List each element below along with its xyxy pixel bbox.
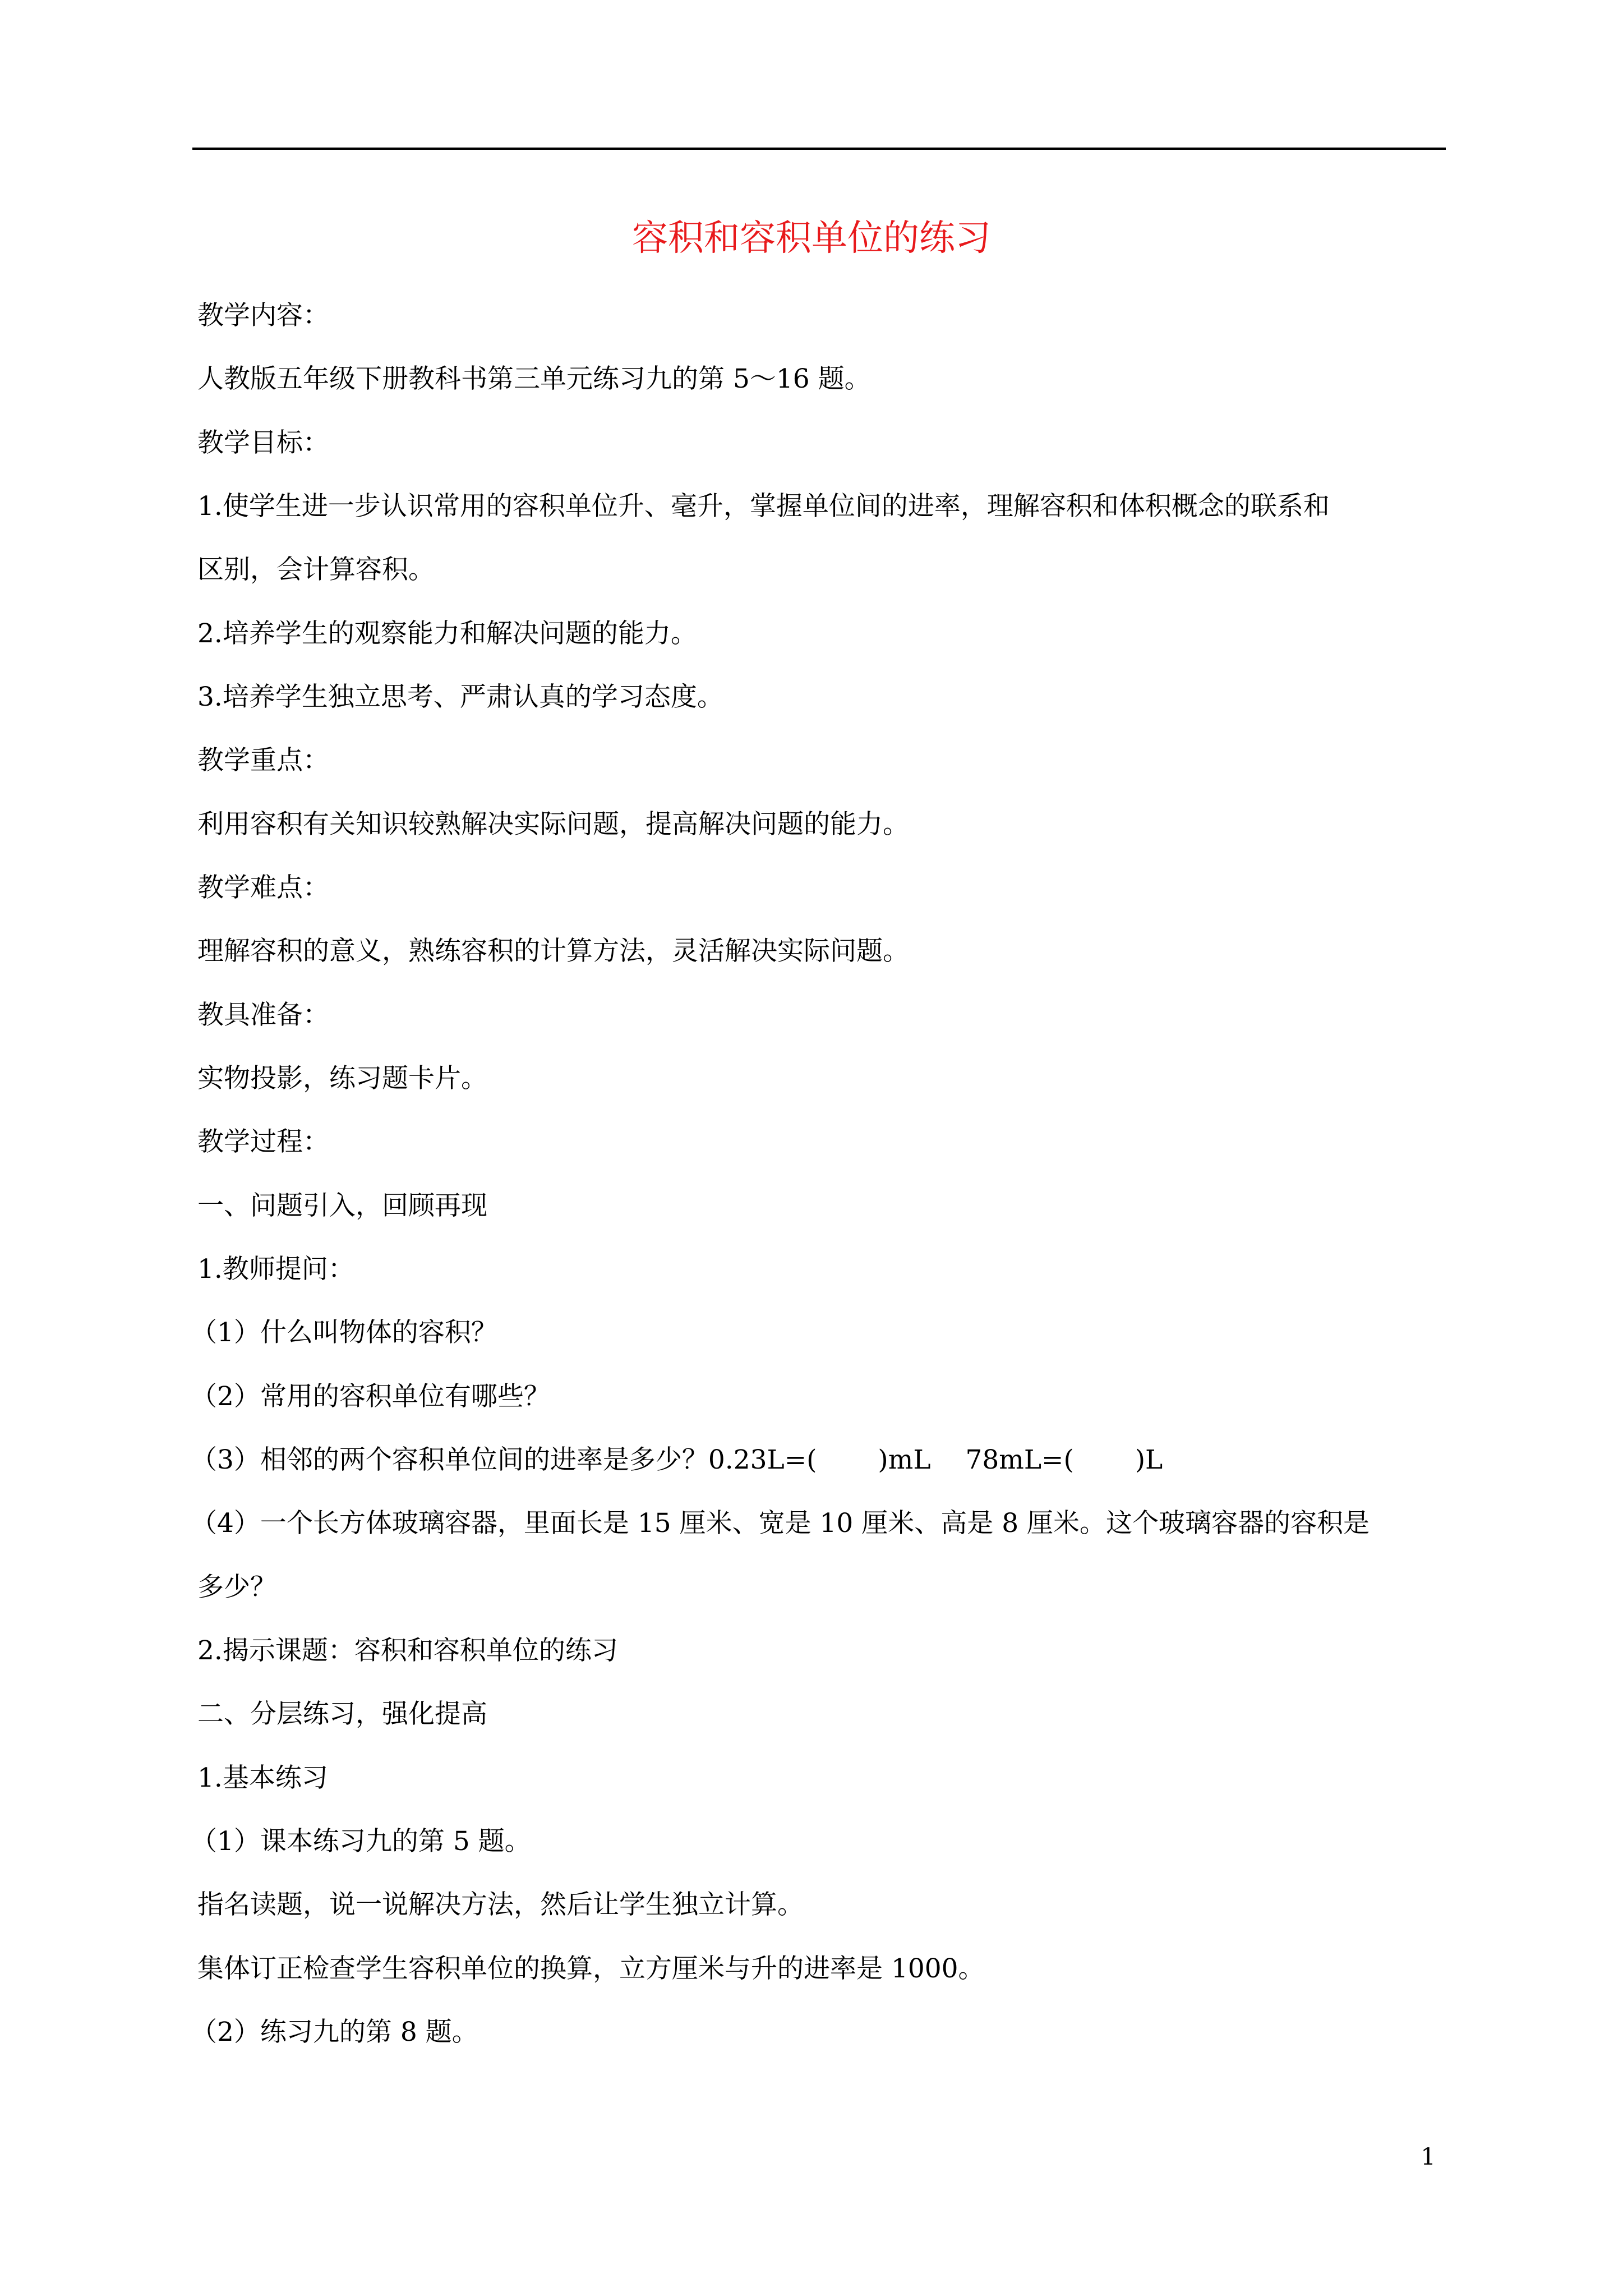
text-line: 教学内容： xyxy=(197,300,329,331)
text-line: 教具准备： xyxy=(197,1000,329,1030)
text-line: 一、问题引入，回顾再现 xyxy=(197,1190,487,1221)
text-line: （1）什么叫物体的容积？ xyxy=(191,1317,497,1348)
page-number: 1 xyxy=(1421,2143,1436,2170)
text-line: 理解容积的意义，熟练容积的计算方法，灵活解决实际问题。 xyxy=(197,936,909,967)
text-line: 1.基本练习 xyxy=(197,1763,328,1793)
text-line: 1.使学生进一步认识常用的容积单位升、毫升，掌握单位间的进率，理解容积和体积概念的联系和 xyxy=(197,491,1330,522)
text-line: （3）相邻的两个容积单位间的进率是多少？0.23L=( )mL 78mL=( )L xyxy=(191,1444,1163,1475)
text-line: 3.培养学生独立思考、严肃认真的学习态度。 xyxy=(197,682,723,712)
text-line: （4）一个长方体玻璃容器，里面长是 15 厘米、宽是 10 厘米、高是 8 厘米。这个玻璃容器的容积是 xyxy=(191,1508,1370,1539)
text-line: （2）练习九的第 8 题。 xyxy=(191,2017,478,2047)
text-line: 教学目标： xyxy=(197,427,329,458)
text-line: 实物投影，练习题卡片。 xyxy=(197,1063,487,1094)
text-line: 教学重点： xyxy=(197,745,329,776)
text-line: 多少？ xyxy=(197,1572,276,1603)
header-rule xyxy=(192,148,1446,150)
text-line: 教学过程： xyxy=(197,1126,329,1157)
document-title: 容积和容积单位的练习 xyxy=(632,218,991,259)
text-line: 2.培养学生的观察能力和解决问题的能力。 xyxy=(197,618,697,649)
text-line: （1）课本练习九的第 5 题。 xyxy=(191,1826,531,1857)
text-line: 区别，会计算容积。 xyxy=(197,554,435,585)
text-line: 教学难点： xyxy=(197,872,329,903)
text-line: 2.揭示课题：容积和容积单位的练习 xyxy=(197,1635,618,1666)
text-line: 二、分层练习，强化提高 xyxy=(197,1699,487,1729)
text-line: （2）常用的容积单位有哪些？ xyxy=(191,1381,550,1412)
text-line: 1.教师提问： xyxy=(197,1254,354,1285)
text-line: 利用容积有关知识较熟解决实际问题，提高解决问题的能力。 xyxy=(197,809,909,840)
text-line: 人教版五年级下册教科书第三单元练习九的第 5～16 题。 xyxy=(197,364,871,394)
text-line: 指名读题，说一说解决方法，然后让学生独立计算。 xyxy=(197,1889,804,1920)
text-line: 集体订正检查学生容积单位的换算，立方厘米与升的进率是 1000。 xyxy=(197,1953,985,1984)
